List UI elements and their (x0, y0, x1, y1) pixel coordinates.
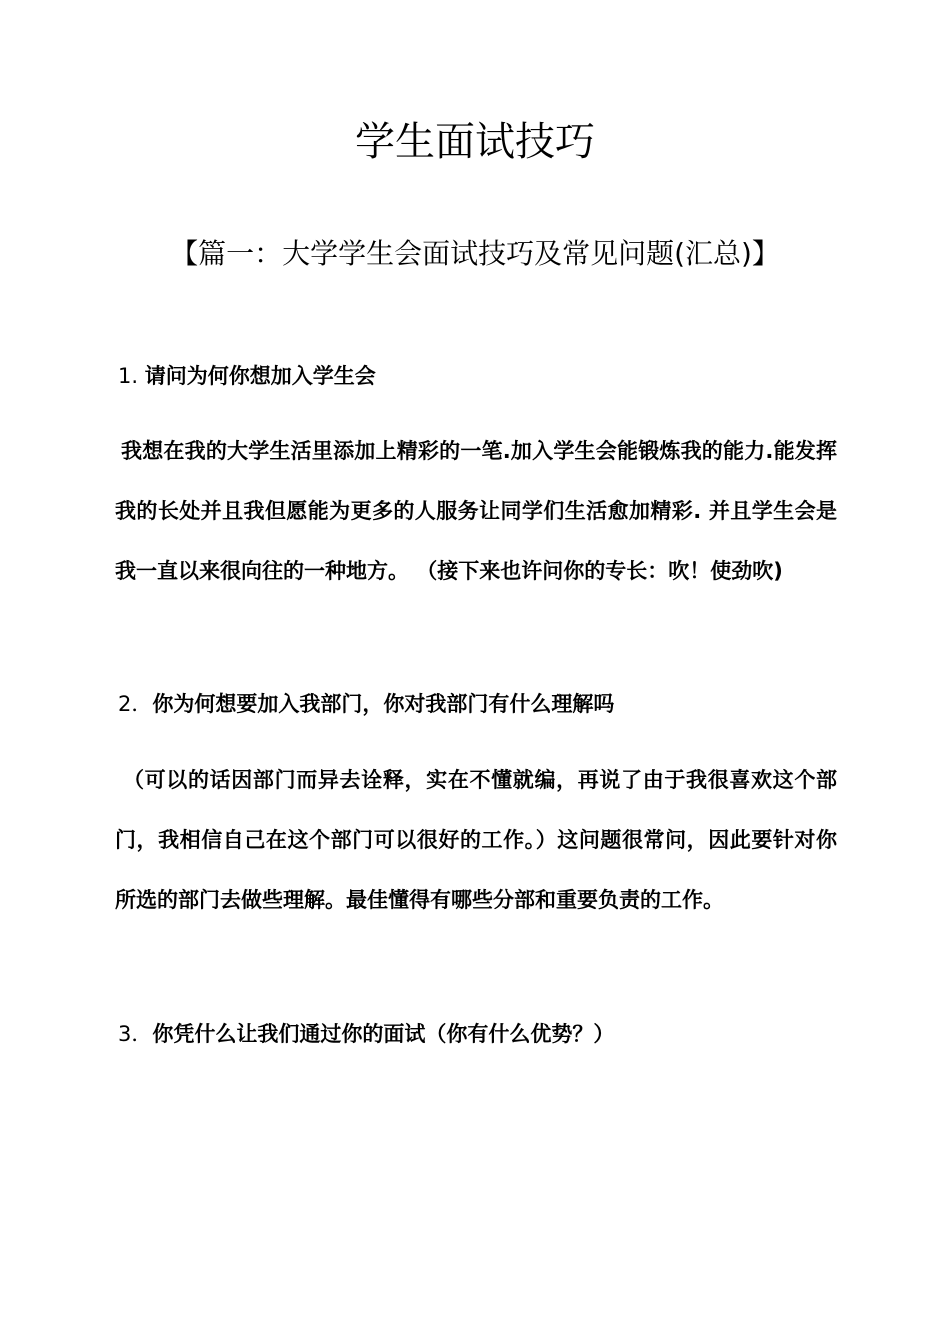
question-1 (118, 360, 376, 392)
answer-1: 我想在我的大学生活里添加上精彩的一笔.加入学生会能锻炼我的能力.能发挥我的长处并且我但愿能为更多的人服务让同学们生活愈加精彩. 并且学生会是我一直以来很向往的一种地方。 （接下来也许问你的专长：吹！使劲吹) (115, 439, 837, 583)
document-subtitle: 【篇一：大学学生会面试技巧及常见问题(汇总)】 (170, 237, 780, 270)
question-2 (118, 688, 614, 720)
question-3 (118, 1018, 614, 1050)
question-1-text: 请问为何你想加入学生会 (144, 364, 376, 388)
answer-2: （可以的话因部门而异去诠释，实在不懂就编，再说了由于我很喜欢这个部门，我相信自己在这个部门可以很好的工作。）这问题很常问，因此要针对你所选的部门去做些理解。最佳懂得有哪些分部和重要负责的工作。 (115, 768, 837, 912)
document-title: 学生面试技巧 (355, 119, 595, 165)
question-1-number: 1. (118, 364, 145, 388)
question-2-text: 你为何想要加入我部门，你对我部门有什么理解吗 (152, 692, 615, 716)
question-2-number: 2． (118, 692, 153, 716)
question-3-text: 你凭什么让我们通过你的面试（你有什么优势？） (152, 1022, 615, 1046)
question-3-number: 3． (118, 1022, 153, 1046)
